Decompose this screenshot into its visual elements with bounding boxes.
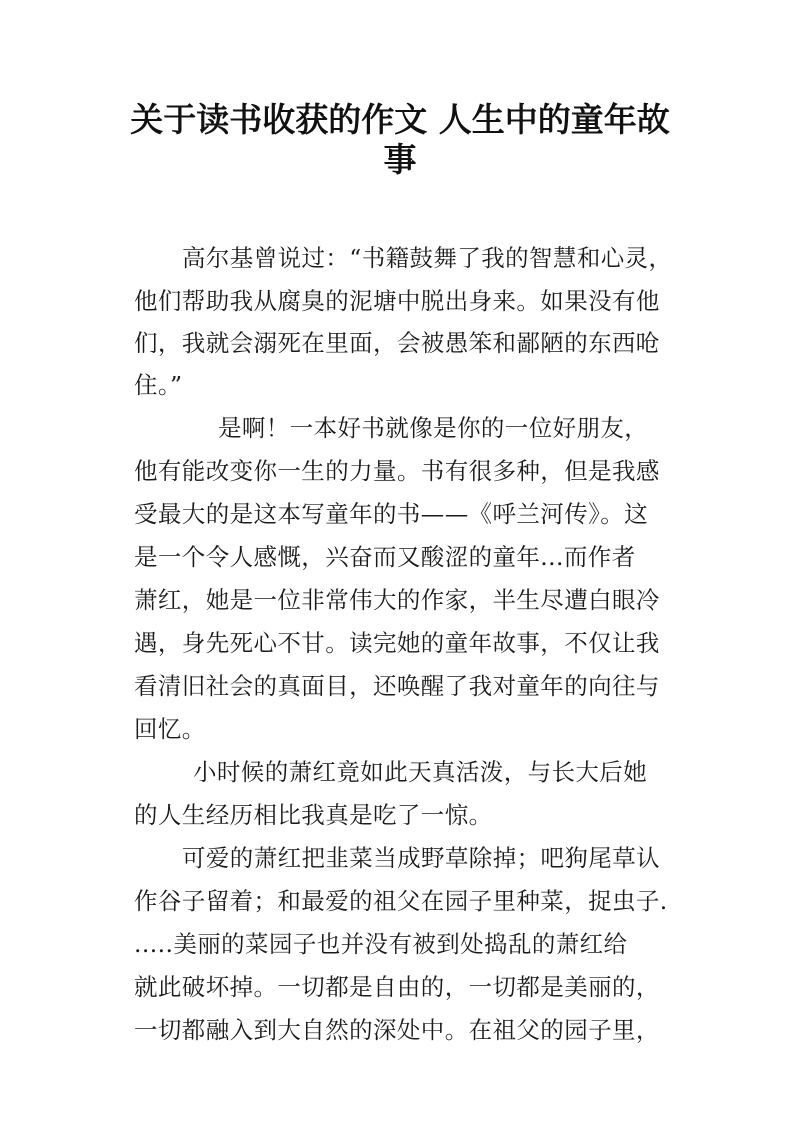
body-text-line: 们，我就会溺死在里面，会被愚笨和鄙陋的东西呛 xyxy=(134,329,660,357)
body-text-line: 是一个令人感慨，兴奋而又酸涩的童年...而作者 xyxy=(134,543,636,571)
body-text-line: 受最大的是这本写童年的书——《呼兰河传》。这 xyxy=(134,500,649,528)
body-text-line: 一切都融入到大自然的深处中。在祖父的园子里， xyxy=(134,1016,660,1044)
body-text-line: 住。” xyxy=(134,371,183,399)
body-text-line: 作谷子留着；和最爱的祖父在园子里种菜，捉虫子. xyxy=(134,887,668,915)
body-text-line: 高尔基曾说过：“书籍鼓舞了我的智慧和心灵， xyxy=(182,244,673,272)
body-text-line: 萧红，她是一位非常伟大的作家，半生尽遭白眼冷 xyxy=(134,586,660,614)
document-title-line-1: 关于读书收获的作文 人生中的童年故 xyxy=(130,100,670,139)
body-text-line: 小时候的萧红竟如此天真活泼，与长大后她 xyxy=(193,758,648,786)
body-text-line: 遇，身先死心不甘。读完她的童年故事，不仅让我 xyxy=(134,629,660,657)
body-text-line: 可爱的萧红把韭菜当成野草除掉；吧狗尾草认 xyxy=(182,844,660,872)
body-text-line: 是啊！一本好书就像是你的一位好朋友， xyxy=(218,414,649,442)
body-text-line: .....美丽的菜园子也并没有被到处捣乱的萧红给 xyxy=(134,930,628,958)
body-text-line: 他有能改变你一生的力量。书有很多种，但是我感 xyxy=(134,457,660,485)
body-text-line: 看清旧社会的真面目，还唤醒了我对童年的向往与 xyxy=(134,672,660,700)
body-text-line: 他们帮助我从腐臭的泥塘中脱出身来。如果没有他 xyxy=(134,287,660,315)
body-text-line: 的人生经历相比我真是吃了一惊。 xyxy=(134,801,493,829)
body-text-line: 就此破坏掉。一切都是自由的，一切都是美丽的， xyxy=(134,973,660,1001)
body-text-line: 回忆。 xyxy=(134,715,206,743)
document-title-line-2: 事 xyxy=(383,140,417,179)
